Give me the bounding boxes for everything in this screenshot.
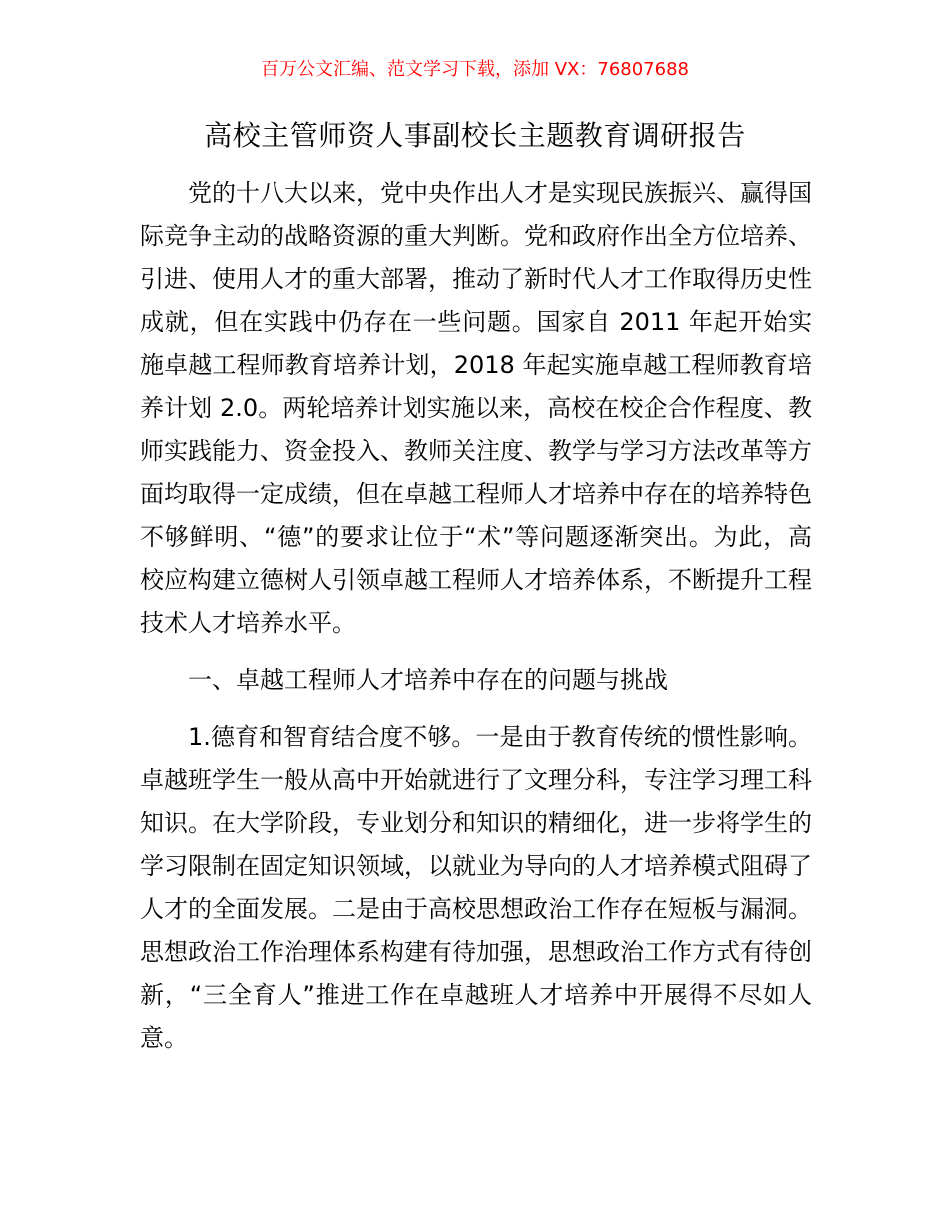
document-title: 高校主管师资人事副校长主题教育调研报告 (204, 119, 746, 152)
section-heading: 一、卓越工程师人才培养中存在的问题与挑战 (188, 666, 668, 694)
intro-paragraph: 党的十八大以来，党中央作出人才是实现民族振兴、赢得国际竞争主动的战略资源的重大判断。党和政府作出全方位培养、引进、使用人才的重大部署，推动了新时代人才工作取得历史性成就，但在实践中仍存在一些问题。国家自 2011 年起开始实施卓越工程师教育培养计划，2018 年起实施卓越工程师教育培养计划 2.0。两轮培养计划实施以来，高校在校企合作程度、教师实践能力、资金投入、教师关注度、教学与学习方法改革等方面均取得一定成绩，但在卓越工程师人才培养中存在的培养特色不够鲜明、“德”的要求让位于“术”等问题逐渐突出。为此，高校应构建立德树人引领卓越工程师人才培养体系，不断提升工程技术人才培养水平。 (140, 179, 812, 637)
section-item-paragraph: 1.德育和智育结合度不够。一是由于教育传统的惯性影响。卓越班学生一般从高中开始就进行了文理分科，专注学习理工科知识。在大学阶段，专业划分和知识的精细化，进一步将学生的学习限制在固定知识领域，以就业为导向的人才培养模式阻碍了人才的全面发展。二是由于高校思想政治工作存在短板与漏洞。思想政治工作治理体系构建有待加强，思想政治工作方式有待创新，“三全育人”推进工作在卓越班人才培养中开展得不尽如人意。 (140, 723, 812, 1052)
header-banner: 百万公文汇编、范文学习下载，添加 VX：76807688 (261, 59, 689, 80)
document-body (140, 172, 812, 1060)
